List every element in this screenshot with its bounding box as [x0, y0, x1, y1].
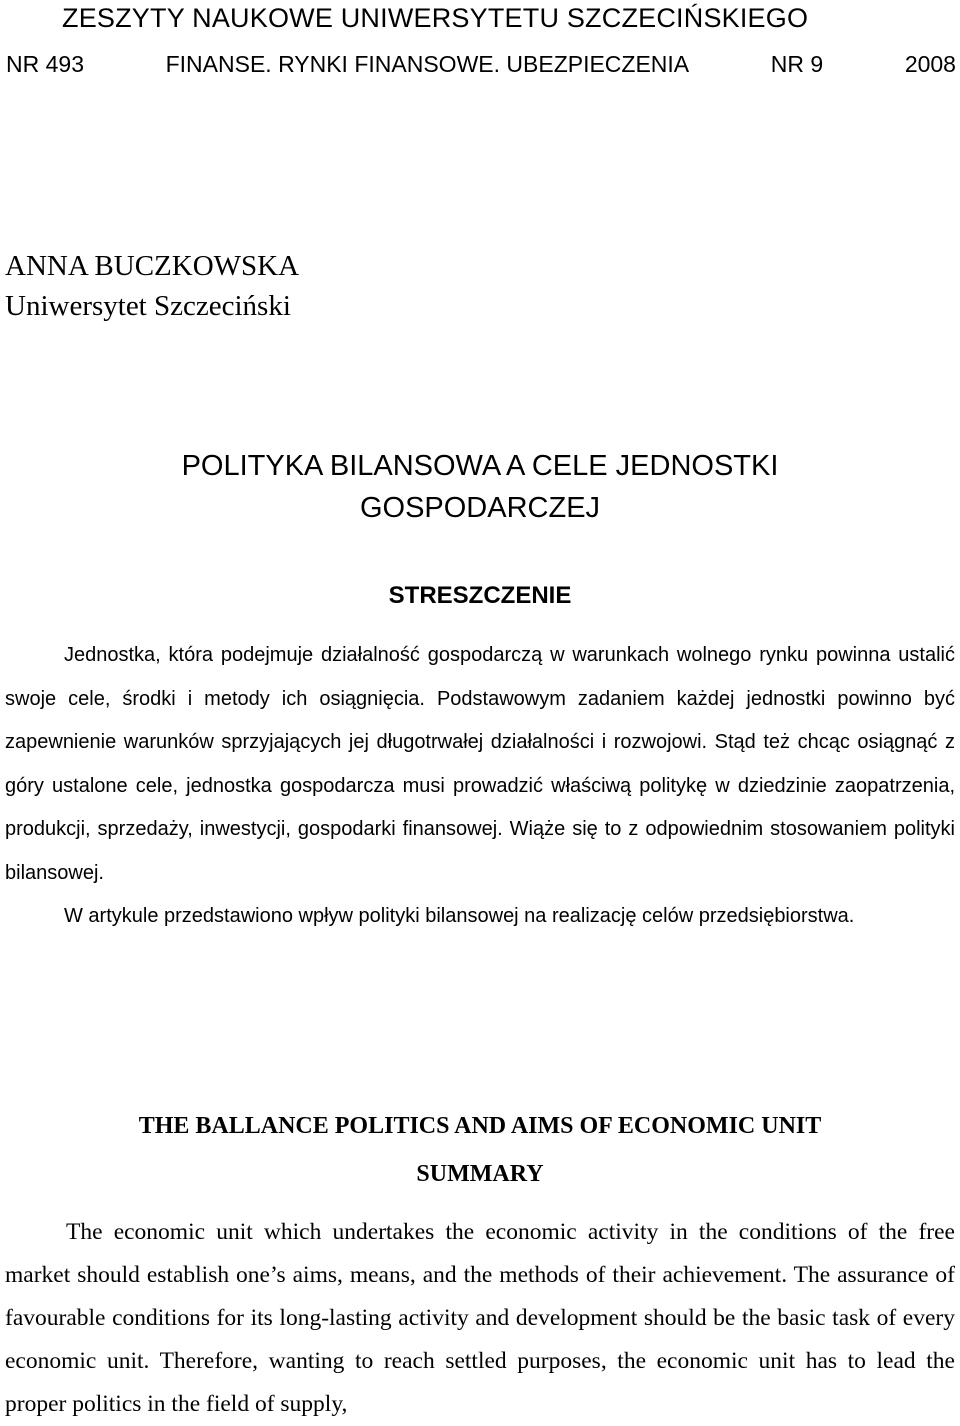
series-number: NR 9 — [770, 51, 824, 77]
summary-en-paragraph-1: The economic unit which undertakes the economic activity in the conditions of the free market should establish one’s aims, means, and the methods of their achievement. The assurance of favourable conditions for its long-lasting activity and development should be the basic task of every economic unit. Therefore, wanting to reach settled purposes, the economic unit has to lead the proper politics in the field of supply, — [5, 1219, 955, 1417]
article-title-line-2: GOSPODARCZEJ — [359, 492, 601, 524]
journal-title: ZESZYTY NAUKOWE UNIWERSYTETU SZCZECIŃSKIEGO — [62, 3, 809, 33]
abstract-heading-pl: STRESZCZENIE — [388, 582, 572, 609]
author-affiliation: Uniwersytet Szczeciński — [5, 290, 291, 322]
abstract-pl-paragraph-1: Jednostka, która podejmuje działalność gospodarczą w warunkach wolnego rynku powinna ustalić swoje cele, środki i metody ich osiągnięcia. Podstawowym zadaniem każdej jednostki powinno być zapewnienie warunków sprzyjających jej długotrwałej działalności i rozwojowi. Stąd też chcąc osiągnąć z góry ustalone cele, jednostka gospodarcza musi prowadzić właściwą politykę w dziedzinie zaopatrzenia, produkcji, sprzedaży, inwestycji, gospodarki finansowej. Wiąże się to z odpowiednim stosowaniem polityki bilansowej. — [5, 644, 955, 884]
publication-year: 2008 — [904, 51, 956, 77]
article-title-line-1: POLITYKA BILANSOWA A CELE JEDNOSTKI — [181, 450, 779, 482]
author-name: ANNA BUCZKOWSKA — [5, 250, 300, 282]
summary-en — [5, 1211, 955, 1426]
article-title-en: THE BALLANCE POLITICS AND AIMS OF ECONOMIC UNIT — [138, 1113, 822, 1139]
abstract-pl — [5, 634, 955, 939]
journal-issue-line — [6, 44, 956, 84]
issue-number: NR 493 — [6, 51, 84, 77]
summary-heading-en: SUMMARY — [416, 1161, 544, 1187]
abstract-pl-paragraph-2: W artykule przedstawiono wpływ polityki bilansowej na realizację celów przedsiębiorstwa. — [64, 905, 855, 927]
series-name: FINANSE. RYNKI FINANSOWE. UBEZPIECZENIA — [165, 51, 690, 77]
